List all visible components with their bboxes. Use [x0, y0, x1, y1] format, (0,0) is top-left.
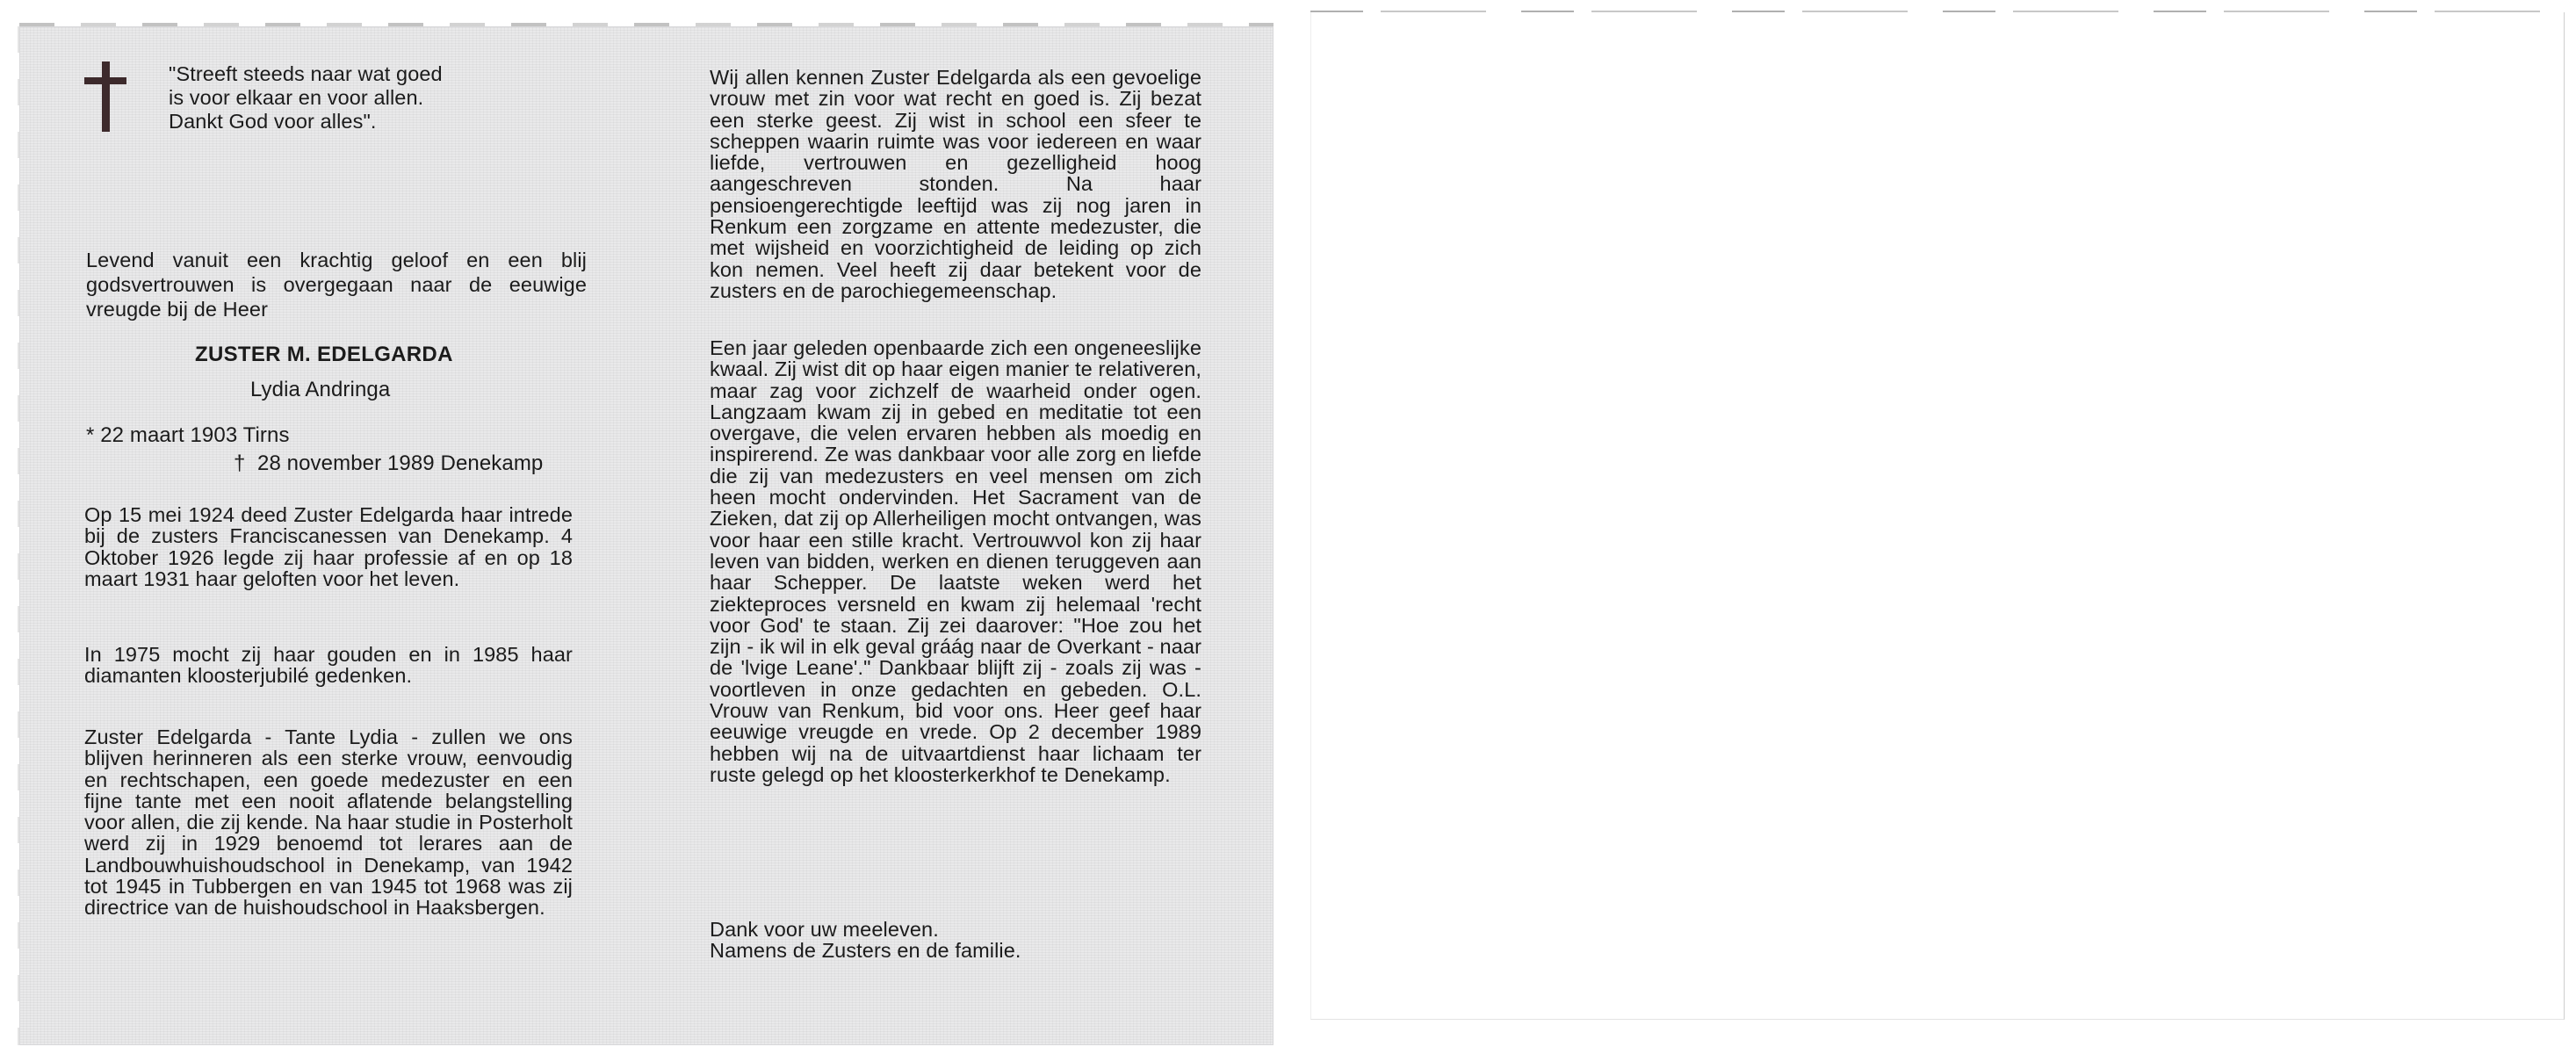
left-paragraph-entry: Op 15 mei 1924 deed Zuster Edelgarda haar intrede bij de zusters Franciscanessen van Denekamp. 4 Oktober 1926 legde zij haar professie af en op 18 maart 1931 haar geloften voor het leven. [84, 503, 573, 590]
cross-icon [84, 61, 126, 132]
death-cross-icon: † [234, 451, 246, 475]
opening-quote [169, 62, 538, 134]
birth-date: * 22 maart 1903 Tirns [86, 423, 290, 447]
closing-thanks: Dank voor uw meeleven. [710, 918, 939, 941]
closing-lines [710, 919, 1201, 962]
quote-line: is voor elkaar en voor allen. [169, 86, 424, 109]
blank-back-page [1310, 12, 2565, 1020]
quote-line: Dankt God voor alles". [169, 110, 377, 133]
intro-paragraph: Levend vanuit een krachtig geloof en een blij godsvertrouwen is overgegaan naar de eeuwige vreugde bij de Heer [86, 249, 587, 321]
right-paragraph-character: Wij allen kennen Zuster Edelgarda als een gevoelige vrouw met zin voor wat recht en goed is. Zij bezat een sterke geest. Zij wist in school een sfeer te scheppen waarin ruimte was voor iedereen en waar liefde, vertrouwen en gezelligheid hoog aangeschreven stonden. Na haar pensioengerechtigde leeftijd was zij nog jaren in Renkum een zorgzame en attente medezuster, die met wijsheid en voorzichtigheid de leiding op zich kon nemen. Veel heeft zij daar betekent voor de zusters en de parochiegemeenschap. [710, 66, 1201, 302]
death-date-line [234, 453, 543, 474]
closing-signature: Namens de Zusters en de familie. [710, 939, 1021, 963]
quote-line: "Streeft steeds naar wat goed [169, 62, 443, 85]
left-paragraph-career: Zuster Edelgarda - Tante Lydia - zullen we ons blijven herinneren als een sterke vrouw, eenvoudig en rechtschapen, een goede medezuster en een fijne tante met een nooit aflatende belangstelling voor allen, die zij kende. Na haar studie in Posterholt werd zij in 1929 benoemd tot lerares aan de Landbouwhuishoudschool in Denekamp, van 1942 tot 1945 in Tubbergen en van 1945 tot 1968 was zij directrice van de huishoudschool in Haaksbergen. [84, 726, 573, 920]
civil-name: Lydia Andringa [250, 378, 391, 401]
left-paragraph-jubilee: In 1975 mocht zij haar gouden en in 1985 haar diamanten kloosterjubilé gedenken. [84, 643, 573, 688]
death-date: 28 november 1989 Denekamp [257, 451, 544, 475]
right-paragraph-illness: Een jaar geleden openbaarde zich een ongeneeslijke kwaal. Zij wist dit op haar eigen manier te relativeren, maar zag voor zichzelf de waarheid onder ogen. Langzaam kwam zij in gebed en meditatie tot een overgave, die velen ervaren hebben als moedig en inspirerend. Ze was dankbaar voor alle zorg en liefde die zij van medezusters en veel mensen om zich heen mocht ondervinden. Het Sacrament van de Zieken, dat zij op Allerheiligen mocht ontvangen, was voor haar een stille kracht. Vertrouwvol kon zij haar leven van bidden, werken en dienen teruggeven aan haar Schepper. De laatste weken werd het ziekteproces versneld en kwam zij helemaal 'recht voor God' te staan. Zij zei daarover: "Hoe zou het zijn - ik wil in elk geval gráág naar de Overkant - naar de 'lvige Leane'." Dankbaar blijft zij - zoals zij was - voortleven in onze gedachten en gebeden. O.L. Vrouw van Renkum, bid voor ons. Heer geef haar eeuwige vreugde en vrede. Op 2 december 1989 hebben wij na de uitvaartdienst haar lichaam ter ruste gelegd op het kloosterkerkhof te Denekamp. [710, 336, 1201, 786]
religious-name: ZUSTER M. EDELGARDA [195, 343, 453, 366]
